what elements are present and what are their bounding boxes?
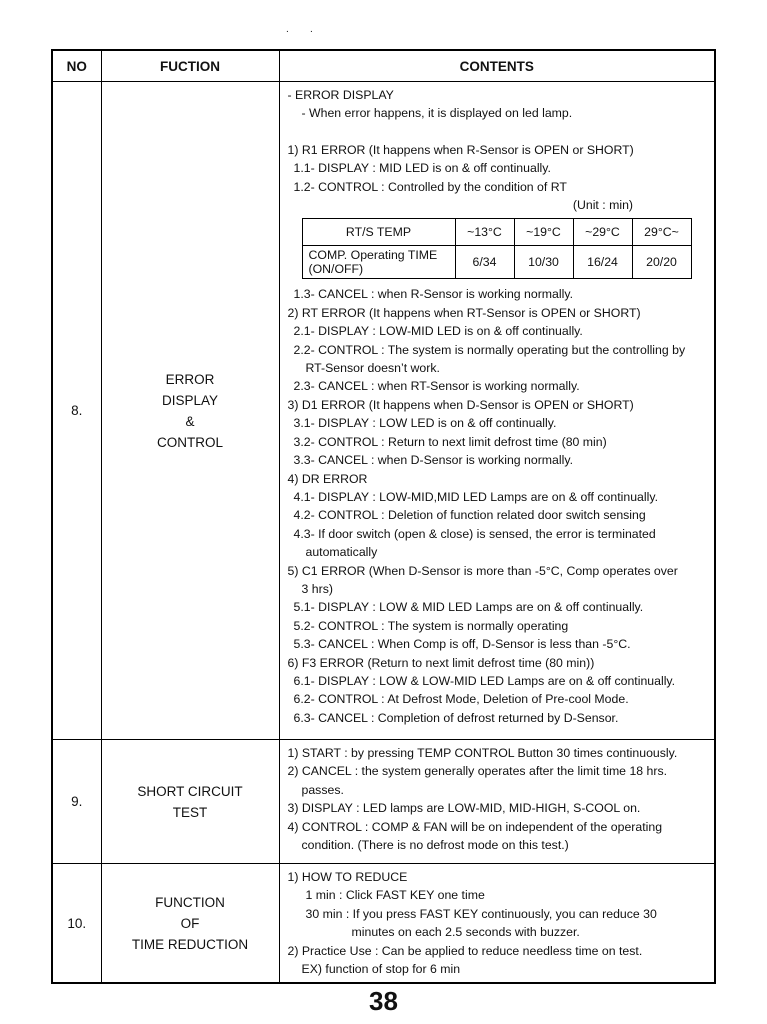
content-line: 4.3- If door switch (open & close) is sensed, the error is terminated <box>293 526 656 541</box>
rt-temp-table <box>302 218 692 279</box>
function-line: OF <box>180 915 200 931</box>
rt-header-cell: 29°C~ <box>632 219 691 246</box>
content-line: 3 hrs) <box>301 581 333 596</box>
function-line: ERROR <box>165 371 215 387</box>
unit-label: (Unit : min) <box>572 198 633 213</box>
content-line: 5) C1 ERROR (When D-Sensor is more than -5°C, Comp operates over <box>287 563 678 578</box>
table-row <box>52 82 715 740</box>
content-line: 3.2- CONTROL : Return to next limit defrost time (80 min) <box>293 434 607 449</box>
function-line: FUNCTION <box>155 894 225 910</box>
content-line: passes. <box>301 782 344 797</box>
rt-header-cell: ~29°C <box>573 219 632 246</box>
content-line: 1.3- CANCEL : when R-Sensor is working normally. <box>293 287 574 302</box>
row-function <box>101 864 279 984</box>
row-number: 9. <box>52 740 101 864</box>
function-line: TIME REDUCTION <box>131 936 249 952</box>
function-line: DISPLAY <box>161 392 219 408</box>
content-line: RT-Sensor doesn’t work. <box>305 361 440 376</box>
rt-table-row <box>302 246 691 279</box>
content-line: 4.1- DISPLAY : LOW-MID,MID LED Lamps are on & off continually. <box>293 489 658 504</box>
row-contents <box>279 864 715 984</box>
content-line: 1) R1 ERROR (It happens when R-Sensor is OPEN or SHORT) <box>287 142 634 157</box>
scan-dot: . <box>286 24 289 35</box>
row-contents <box>279 82 715 740</box>
content-line: EX) function of stop for 6 min <box>301 962 461 977</box>
function-line: TEST <box>172 804 208 820</box>
function-line: CONTROL <box>156 434 223 450</box>
content-line: 6.1- DISPLAY : LOW & LOW-MID LED Lamps are on & off continually. <box>293 673 676 688</box>
content-line: 5.3- CANCEL : When Comp is off, D-Sensor is less than -5°C. <box>293 637 631 652</box>
content-line: 2.2- CONTROL : The system is normally operating but the controlling by <box>293 342 686 357</box>
content-line: - When error happens, it is displayed on led lamp. <box>301 106 573 121</box>
content-line: 3) D1 ERROR (It happens when D-Sensor is OPEN or SHORT) <box>287 397 634 412</box>
row-number: 8. <box>52 82 101 740</box>
spacer <box>288 123 709 141</box>
content-line: 3.3- CANCEL : when D-Sensor is working normally. <box>293 453 574 468</box>
header-no: NO <box>52 50 101 82</box>
rt-row-label: COMP. Operating TIME (ON/OFF) <box>302 246 455 279</box>
content-line: 1.2- CONTROL : Controlled by the condition of RT <box>293 179 567 194</box>
content-line: 5.1- DISPLAY : LOW & MID LED Lamps are on & off continually. <box>293 600 644 615</box>
content-line: 6) F3 ERROR (Return to next limit defrost time (80 min)) <box>287 655 595 670</box>
content-line: 2.3- CANCEL : when RT-Sensor is working normally. <box>293 379 580 394</box>
rt-header-cell: ~19°C <box>514 219 573 246</box>
rt-cell: 16/24 <box>573 246 632 279</box>
function-line: SHORT CIRCUIT <box>137 783 243 799</box>
rt-header-cell: RT/S TEMP <box>302 219 455 246</box>
row-number: 10. <box>52 864 101 984</box>
rt-cell: 6/34 <box>455 246 514 279</box>
content-line: 2) CANCEL : the system generally operates after the limit time 18 hrs. <box>287 764 668 779</box>
content-line: 2) Practice Use : Can be applied to reduce needless time on test. <box>287 943 643 958</box>
rt-header-cell: ~13°C <box>455 219 514 246</box>
content-line: 3.1- DISPLAY : LOW LED is on & off continually. <box>293 416 557 431</box>
header-contents: CONTENTS <box>279 50 715 82</box>
rt-table-header-row <box>302 219 691 246</box>
table-header-row <box>52 50 715 82</box>
function-line: & <box>185 413 195 429</box>
table-row <box>52 864 715 984</box>
scan-dot: . <box>310 24 313 35</box>
content-line: 4) DR ERROR <box>287 471 368 486</box>
row-function <box>101 740 279 864</box>
header-function: FUCTION <box>101 50 279 82</box>
content-line: automatically <box>305 545 378 560</box>
content-line: 4) CONTROL : COMP & FAN will be on independent of the operating <box>287 819 663 834</box>
content-line: - ERROR DISPLAY <box>287 88 394 102</box>
rt-cell: 10/30 <box>514 246 573 279</box>
content-line: condition. (There is no defrost mode on this test.) <box>301 838 569 853</box>
content-line: 4.2- CONTROL : Deletion of function related door switch sensing <box>293 508 646 523</box>
table-row <box>52 740 715 864</box>
content-line: 2.1- DISPLAY : LOW-MID LED is on & off continually. <box>293 324 583 339</box>
row-function <box>101 82 279 740</box>
row-contents <box>279 740 715 864</box>
content-line: 30 min : If you press FAST KEY continuously, you can reduce 30 <box>305 906 657 921</box>
content-line: 1) START : by pressing TEMP CONTROL Button 30 times continuously. <box>287 746 678 760</box>
content-line: 6.3- CANCEL : Completion of defrost returned by D-Sensor. <box>293 710 619 725</box>
content-line: 1.1- DISPLAY : MID LED is on & off continually. <box>293 161 551 176</box>
rt-cell: 20/20 <box>632 246 691 279</box>
page-number: 38 <box>369 986 398 1016</box>
content-line: 1) HOW TO REDUCE <box>287 870 408 884</box>
content-line: 5.2- CONTROL : The system is normally operating <box>293 618 569 633</box>
content-line: 3) DISPLAY : LED lamps are LOW-MID, MID-HIGH, S-COOL on. <box>287 801 641 816</box>
content-line: minutes on each 2.5 seconds with buzzer. <box>351 925 580 940</box>
content-line: 2) RT ERROR (It happens when RT-Sensor is OPEN or SHORT) <box>287 305 641 320</box>
content-line: 1 min : Click FAST KEY one time <box>305 888 485 903</box>
content-line: 6.2- CONTROL : At Defrost Mode, Deletion of Pre-cool Mode. <box>293 692 629 707</box>
function-table <box>51 49 716 984</box>
